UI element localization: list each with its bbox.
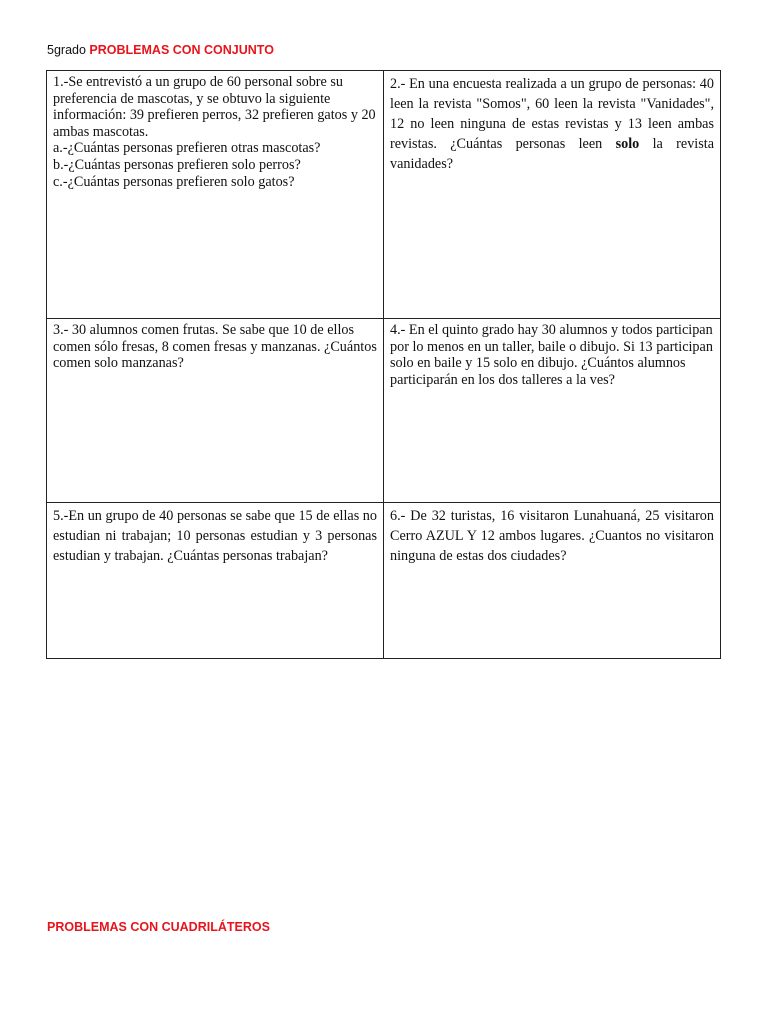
problem-1-question-a: a.-¿Cuántas personas prefieren otras mascotas? xyxy=(53,140,321,157)
problem-2-cell xyxy=(384,71,721,319)
problem-5-text: 5.-En un grupo de 40 personas se sabe que 15 de ellas no estudian ni trabajan; 10 personas estudian y 3 personas estudian y trabajan. ¿Cuántas personas trabajan? xyxy=(53,508,377,564)
footer-section-title: PROBLEMAS CON CUADRILÁTEROS xyxy=(47,920,270,934)
problem-1-statement: 1.-Se entrevistó a un grupo de 60 personal sobre su preferencia de mascotas, y se obtuvo la siguiente información: 39 prefieren perros, 32 prefieren gatos y 20 ambas mascotas. xyxy=(53,74,376,140)
problem-2-text xyxy=(390,74,714,174)
problem-2-bold-word: solo xyxy=(615,136,640,152)
problem-3-cell xyxy=(47,319,384,503)
problem-1-question-b: b.-¿Cuántas personas prefieren solo perros? xyxy=(53,156,301,173)
table-row xyxy=(47,71,721,319)
problems-table xyxy=(46,70,721,659)
problem-4-text: 4.- En el quinto grado hay 30 alumnos y todos participan por lo menos en un taller, baile o dibujo. Si 13 participan solo en baile y 15 solo en dibujo. ¿Cuántos alumnos participarán en los dos talleres a la ves? xyxy=(390,322,713,388)
problem-3-text: 3.- 30 alumnos comen frutas. Se sabe que 10 de ellos comen sólo fresas, 8 comen fresas y manzanas. ¿Cuántos comen solo manzanas? xyxy=(53,322,377,372)
page-heading xyxy=(47,43,274,57)
problem-6-cell xyxy=(384,503,721,659)
problem-2-text-part: 2.- En una encuesta realizada a un grupo de personas: 40 leen la revista "Somos", 60 leen la revista "Vanidades", 12 no leen ninguna de estas revistas y 13 leen ambas revistas. ¿Cuántas personas leen xyxy=(390,76,714,152)
problem-4-cell xyxy=(384,319,721,503)
problem-1-cell xyxy=(47,71,384,319)
problem-5-cell xyxy=(47,503,384,659)
problem-2-text-end: la revista vanidades? xyxy=(390,136,714,172)
grade-label: 5grado xyxy=(47,43,86,57)
problem-6-text: 6.- De 32 turistas, 16 visitaron Lunahuaná, 25 visitaron Cerro AZUL Y 12 ambos lugares. ¿Cuantos no visitaron ninguna de estas dos ciudades? xyxy=(390,508,714,564)
table-row xyxy=(47,503,721,659)
problem-1-question-c: c.-¿Cuántas personas prefieren solo gatos? xyxy=(53,173,295,190)
section-title: PROBLEMAS CON CONJUNTO xyxy=(89,43,274,57)
table-row xyxy=(47,319,721,503)
